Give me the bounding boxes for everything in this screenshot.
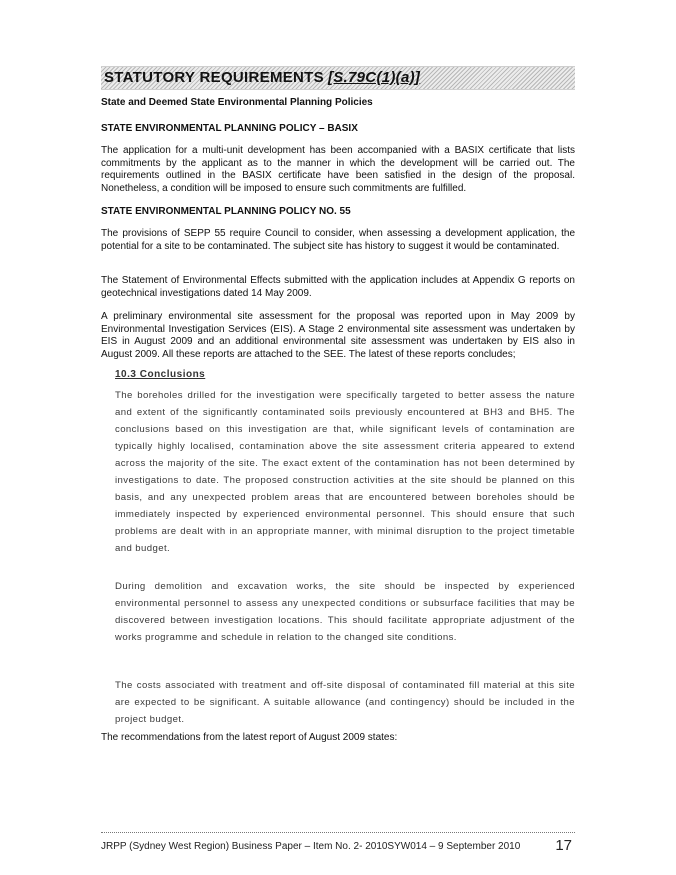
quote-paragraph-1: The boreholes drilled for the investigation were specifically targeted to better assess the nature and extent of the significantly contaminated soils previously encountered at BH3 and BH5. The conclusions based on this investigation are that, while significant levels of contamination are typically highly localised, contamination above the site assessment criteria appeared to extend across the majority of the site. The exact extent of the contamination has not been determined by investigations to date. The proposed construction activities at the site should be planned on this basis, and any unexpected problem areas that are encountered between boreholes should be immediately inspected by experienced environmental personnel. This should ensure that such problems are dealt with in an appropriate manner, with minimal disruption to the project timetable and budget. <box>115 390 575 554</box>
section-banner <box>101 66 575 90</box>
section-title-text: STATUTORY REQUIREMENTS <box>104 69 324 86</box>
section-title <box>104 69 420 86</box>
quote-paragraph-2: During demolition and excavation works, the site should be inspected by experienced environmental personnel to assess any unexpected conditions or subsurface facilities that may be discovered between investigation locations. This should facilitate appropriate adjustment of the works programme and schedule in relation to the changed site conditions. <box>115 581 575 643</box>
paragraph-sepp55-2: The Statement of Environmental Effects submitted with the application includes at Appendix G reports on geotechnical investigations dated 14 May 2009. <box>101 275 575 299</box>
paragraph-recommendations: The recommendations from the latest report of August 2009 states: <box>101 732 398 743</box>
paragraph-sepp55-1: The provisions of SEPP 55 require Council to consider, when assessing a development application, the potential for a site to be contaminated. The subject site has history to suggest it would be contaminated. <box>101 228 575 252</box>
quote-paragraph-3: The costs associated with treatment and off-site disposal of contaminated fill material at this site are expected to be significant. A suitable allowance (and contingency) should be included in the project budget. <box>115 680 575 725</box>
paragraph-sepp55-3: A preliminary environmental site assessment for the proposal was reported upon in May 2009 by Environmental Investigation Services (EIS). A Stage 2 environmental site assessment was undertaken by EIS in August 2009 and an additional environmental site assessment was undertaken by EIS also in August 2009. All these reports are attached to the SEE. The latest of these reports concludes; <box>101 311 575 360</box>
heading-basix: STATE ENVIRONMENTAL PLANNING POLICY – BASIX <box>101 123 358 134</box>
quote-heading: 10.3 Conclusions <box>115 369 206 380</box>
heading-sepp55: STATE ENVIRONMENTAL PLANNING POLICY NO. 55 <box>101 206 351 217</box>
footer-divider <box>101 832 575 833</box>
subheading-policies: State and Deemed State Environmental Planning Policies <box>101 97 373 108</box>
quoted-report-excerpt <box>115 369 575 380</box>
page-number: 17 <box>555 837 572 854</box>
paragraph-basix: The application for a multi-unit development has been accompanied with a BASIX certificate that lists commitments by the applicant as to the manner in which the development will be carried out. The requirements outlined in the BASIX certificate have been satisfied in the design of the proposal. Nonetheless, a condition will be imposed to ensure such commitments are fulfilled. <box>101 145 575 194</box>
section-reference: [S.79C(1)(a)] <box>327 69 421 86</box>
footer-text: JRPP (Sydney West Region) Business Paper – Item No. 2- 2010SYW014 – 9 September 2010 <box>101 841 521 852</box>
